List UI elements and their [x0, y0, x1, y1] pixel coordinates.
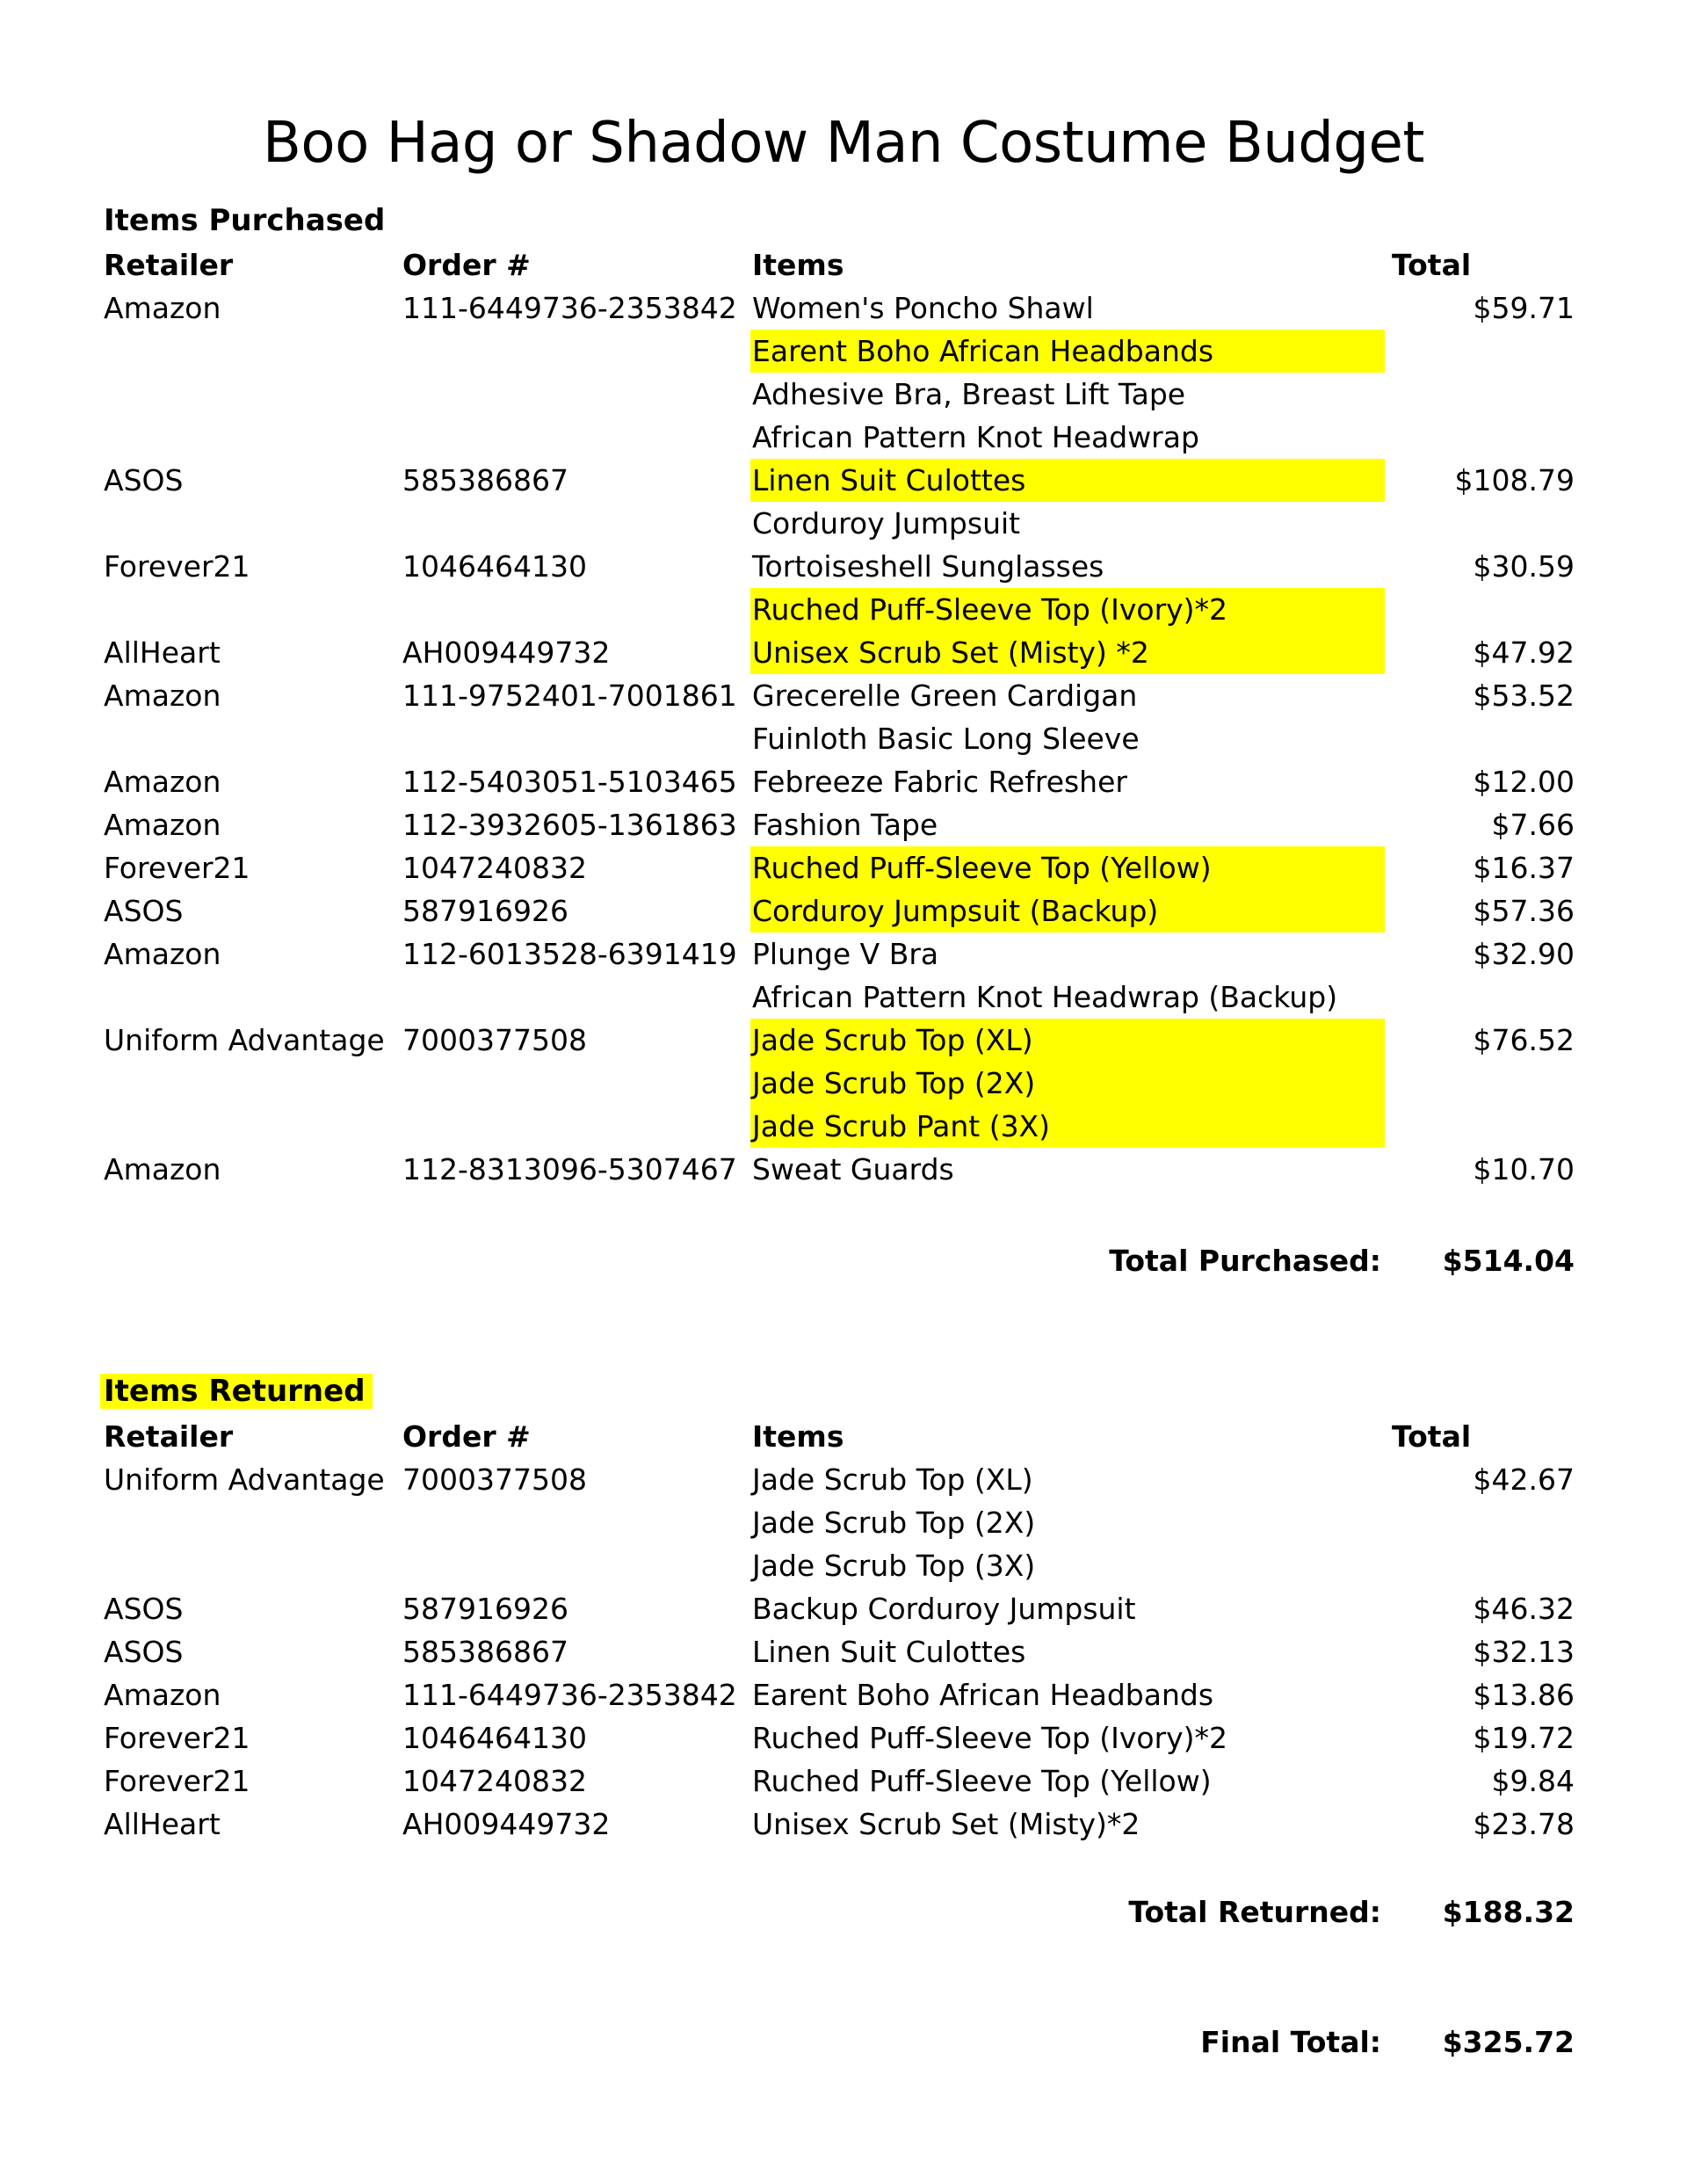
purchased-row — [0, 330, 1687, 373]
order-number-cell: 7000377508 — [402, 1023, 587, 1057]
retailer-cell: Uniform Advantage — [104, 1462, 385, 1497]
total-purchased-value: $514.04 — [1442, 1244, 1575, 1278]
purchased-row — [0, 889, 1687, 932]
retailer-cell: Amazon — [104, 678, 221, 713]
item-cell: Fashion Tape — [752, 808, 938, 842]
retailer-cell: Forever21 — [104, 1721, 250, 1755]
order-number-cell: 111-9752401-7001861 — [402, 678, 737, 713]
purchased-row — [0, 631, 1687, 674]
retailer-cell: Amazon — [104, 937, 221, 971]
order-number-cell: 1047240832 — [402, 851, 587, 885]
item-cell: Jade Scrub Top (2X) — [752, 1506, 1036, 1540]
retailer-cell: Forever21 — [104, 1764, 250, 1798]
total-cell: $16.37 — [1473, 851, 1575, 885]
returned-row — [0, 1544, 1687, 1587]
total-returned-value: $188.32 — [1442, 1895, 1575, 1929]
item-cell: Linen Suit Culottes — [752, 1635, 1026, 1669]
item-cell: Unisex Scrub Set (Misty) *2 — [750, 631, 1385, 674]
item-cell: Grecerelle Green Cardigan — [752, 678, 1138, 713]
final-total-label: Final Total: — [1200, 2025, 1381, 2059]
item-cell: Ruched Puff-Sleeve Top (Yellow) — [752, 1764, 1212, 1798]
total-cell: $10.70 — [1473, 1152, 1575, 1186]
item-cell: Jade Scrub Top (3X) — [752, 1549, 1036, 1583]
total-cell: $57.36 — [1473, 894, 1575, 928]
returned-row — [0, 1630, 1687, 1673]
purchased-row — [0, 459, 1687, 502]
total-cell — [1390, 1105, 1575, 1148]
retailer-cell: Forever21 — [104, 549, 250, 584]
total-cell — [1390, 1501, 1575, 1544]
item-cell: African Pattern Knot Headwrap — [752, 420, 1199, 454]
total-returned-label: Total Returned: — [1128, 1895, 1381, 1929]
purchased-row — [0, 976, 1687, 1019]
total-cell: $32.13 — [1473, 1635, 1575, 1669]
total-cell: $7.66 — [1491, 808, 1575, 842]
header-items: Items — [752, 1419, 844, 1454]
purchased-row — [0, 545, 1687, 588]
retailer-cell: ASOS — [104, 1592, 184, 1626]
order-number-cell: 7000377508 — [402, 1462, 587, 1497]
purchased-header-row — [0, 243, 1687, 287]
purchased-row — [0, 846, 1687, 889]
header-order: Order # — [402, 248, 531, 282]
item-cell: Jade Scrub Top (XL) — [750, 1019, 1385, 1062]
item-cell: Plunge V Bra — [752, 937, 939, 971]
returned-row — [0, 1673, 1687, 1716]
total-cell — [1390, 1062, 1575, 1105]
purchased-row — [0, 502, 1687, 545]
total-cell — [1390, 502, 1575, 545]
final-total-value: $325.72 — [1442, 2025, 1575, 2059]
header-items: Items — [752, 248, 844, 282]
total-cell: $47.92 — [1473, 635, 1575, 670]
retailer-cell: Amazon — [104, 1152, 221, 1186]
header-total: Total — [1392, 248, 1472, 282]
total-cell: $13.86 — [1473, 1678, 1575, 1712]
retailer-cell: Amazon — [104, 808, 221, 842]
total-cell — [1390, 588, 1575, 631]
order-number-cell: 1047240832 — [402, 1764, 587, 1798]
header-retailer: Retailer — [104, 1419, 234, 1454]
order-number-cell: AH009449732 — [402, 635, 611, 670]
item-cell: Ruched Puff-Sleeve Top (Ivory)*2 — [750, 588, 1385, 631]
retailer-cell: Amazon — [104, 291, 221, 325]
purchased-row — [0, 373, 1687, 416]
total-cell — [1390, 416, 1575, 459]
order-number-cell: 585386867 — [402, 1635, 568, 1669]
returned-row — [0, 1458, 1687, 1501]
retailer-cell: Forever21 — [104, 851, 250, 885]
item-cell: Unisex Scrub Set (Misty)*2 — [752, 1807, 1140, 1841]
total-cell: $12.00 — [1473, 765, 1575, 799]
retailer-cell: ASOS — [104, 1635, 184, 1669]
total-cell — [1390, 1544, 1575, 1587]
purchased-row — [0, 1105, 1687, 1148]
item-cell: Women's Poncho Shawl — [752, 291, 1094, 325]
retailer-cell: Amazon — [104, 1678, 221, 1712]
total-cell — [1390, 717, 1575, 760]
header-total: Total — [1392, 1419, 1472, 1454]
total-cell: $59.71 — [1473, 291, 1575, 325]
retailer-cell: Amazon — [104, 765, 221, 799]
total-cell — [1390, 373, 1575, 416]
total-cell: $76.52 — [1473, 1023, 1575, 1057]
item-cell: Tortoiseshell Sunglasses — [752, 549, 1104, 584]
total-cell: $46.32 — [1473, 1592, 1575, 1626]
order-number-cell: 111-6449736-2353842 — [402, 1678, 737, 1712]
header-order: Order # — [402, 1419, 531, 1454]
retailer-cell: Uniform Advantage — [104, 1023, 385, 1057]
total-purchased-label: Total Purchased: — [1109, 1244, 1381, 1278]
order-number-cell: 1046464130 — [402, 1721, 587, 1755]
returned-section-heading — [104, 1371, 373, 1411]
order-number-cell: 111-6449736-2353842 — [402, 291, 737, 325]
order-number-cell: 112-5403051-5103465 — [402, 765, 737, 799]
total-cell: $53.52 — [1473, 678, 1575, 713]
returned-row — [0, 1501, 1687, 1544]
returned-row — [0, 1587, 1687, 1630]
item-cell: Fuinloth Basic Long Sleeve — [752, 722, 1140, 756]
total-cell — [1390, 976, 1575, 1019]
purchased-row — [0, 803, 1687, 846]
item-cell: Ruched Puff-Sleeve Top (Ivory)*2 — [752, 1721, 1228, 1755]
order-number-cell: AH009449732 — [402, 1807, 611, 1841]
header-retailer: Retailer — [104, 248, 234, 282]
item-cell: Sweat Guards — [752, 1152, 954, 1186]
purchased-row — [0, 760, 1687, 803]
total-cell — [1390, 330, 1575, 373]
purchased-row — [0, 1019, 1687, 1062]
total-cell: $32.90 — [1473, 937, 1575, 971]
purchased-row — [0, 1062, 1687, 1105]
item-cell: Jade Scrub Top (2X) — [750, 1062, 1385, 1105]
total-cell: $23.78 — [1473, 1807, 1575, 1841]
item-cell: Jade Scrub Pant (3X) — [750, 1105, 1385, 1148]
purchased-section-heading: Items Purchased — [104, 203, 386, 238]
order-number-cell: 587916926 — [402, 894, 568, 928]
total-cell: $42.67 — [1473, 1462, 1575, 1497]
order-number-cell: 112-8313096-5307467 — [402, 1152, 737, 1186]
item-cell: Earent Boho African Headbands — [752, 1678, 1214, 1712]
item-cell: Adhesive Bra, Breast Lift Tape — [752, 377, 1186, 411]
order-number-cell: 112-3932605-1361863 — [402, 808, 737, 842]
purchased-row — [0, 717, 1687, 760]
retailer-cell: ASOS — [104, 894, 184, 928]
purchased-row — [0, 674, 1687, 717]
purchased-row — [0, 588, 1687, 631]
returned-row — [0, 1803, 1687, 1846]
item-cell: Ruched Puff-Sleeve Top (Yellow) — [750, 846, 1385, 889]
page-title: Boo Hag or Shadow Man Costume Budget — [263, 111, 1424, 176]
item-cell: Earent Boho African Headbands — [750, 330, 1385, 373]
item-cell: Febreeze Fabric Refresher — [752, 765, 1127, 799]
returned-row — [0, 1716, 1687, 1760]
item-cell: Linen Suit Culottes — [750, 459, 1385, 502]
returned-header-row — [0, 1415, 1687, 1458]
purchased-row — [0, 416, 1687, 459]
item-cell: African Pattern Knot Headwrap (Backup) — [752, 980, 1338, 1014]
total-cell: $30.59 — [1473, 549, 1575, 584]
item-cell: Corduroy Jumpsuit (Backup) — [750, 889, 1385, 932]
order-number-cell: 1046464130 — [402, 549, 587, 584]
retailer-cell: ASOS — [104, 463, 184, 497]
order-number-cell: 587916926 — [402, 1592, 568, 1626]
returned-heading-text: Items Returned — [100, 1374, 373, 1409]
total-cell: $9.84 — [1491, 1764, 1575, 1798]
item-cell: Jade Scrub Top (XL) — [752, 1462, 1033, 1497]
purchased-row — [0, 932, 1687, 976]
order-number-cell: 112-6013528-6391419 — [402, 937, 737, 971]
retailer-cell: AllHeart — [104, 1807, 221, 1841]
purchased-row — [0, 287, 1687, 330]
total-cell: $19.72 — [1473, 1721, 1575, 1755]
purchased-row — [0, 1148, 1687, 1191]
item-cell: Corduroy Jumpsuit — [752, 506, 1021, 541]
returned-row — [0, 1760, 1687, 1803]
total-cell: $108.79 — [1454, 463, 1575, 497]
item-cell: Backup Corduroy Jumpsuit — [752, 1592, 1136, 1626]
retailer-cell: AllHeart — [104, 635, 221, 670]
order-number-cell: 585386867 — [402, 463, 568, 497]
